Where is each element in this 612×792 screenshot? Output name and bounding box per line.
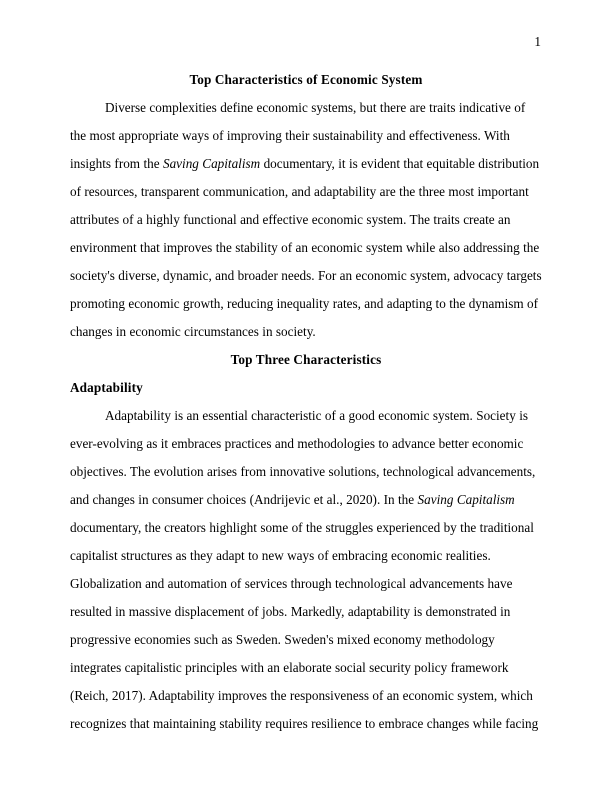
page-header	[70, 32, 542, 52]
work-title-saving-capitalism-2: Saving Capitalism	[417, 492, 515, 507]
paragraph-intro-text-after-italic: documentary, it is evident that equitable distribution of resources, transparent communication, and adaptability are the three most important attributes of a highly functional and effective economic system. The traits create an environment that improves the stability of an economic system while also addressing the society's diverse, dynamic, and broader needs. For an economic system, advocacy targets promoting economic growth, reducing inequality rates, and adapting to the dynamism of changes in economic circumstances in society.	[70, 156, 542, 339]
page-number: 1	[534, 34, 541, 49]
document-body	[70, 66, 542, 738]
heading-top-three-characteristics: Top Three Characteristics	[230, 352, 382, 367]
paragraph-adaptability-text-before-italic: Adaptability is an essential characteristic of a good economic system. Society is ever-evolving as it embraces practices and methodologies to advance better economic objectives. The evolution arises from innovative solutions, technological advancements, and changes in consumer choices (Andrijevic et al., 2020). In the	[70, 408, 536, 507]
heading-adaptability: Adaptability	[70, 380, 143, 395]
work-title-saving-capitalism: Saving Capitalism	[162, 156, 261, 171]
page-title: Top Characteristics of Economic System	[189, 72, 423, 87]
paragraph-adaptability	[70, 402, 542, 738]
paragraph-intro-text-before-italic: Diverse complexities define economic systems, but there are traits indicative of the most appropriate ways of improving their sustainability and effectiveness. With insights from the	[70, 100, 526, 171]
paragraph-adaptability-text-after-italic: documentary, the creators highlight some of the struggles experienced by the traditional capitalist structures as they adapt to new ways of embracing economic realities. Globalization and automation of services through technological advancements have resulted in massive displacement of jobs. Markedly, adaptability is demonstrated in progressive economies such as Sweden. Sweden's mixed economy methodology integrates capitalistic principles with an elaborate social security policy framework (Reich, 2017). Adaptability improves the responsiveness of an economic system, which recognizes that maintaining stability requires resilience to embrace changes while facing	[70, 520, 539, 731]
paragraph-intro	[70, 94, 542, 346]
